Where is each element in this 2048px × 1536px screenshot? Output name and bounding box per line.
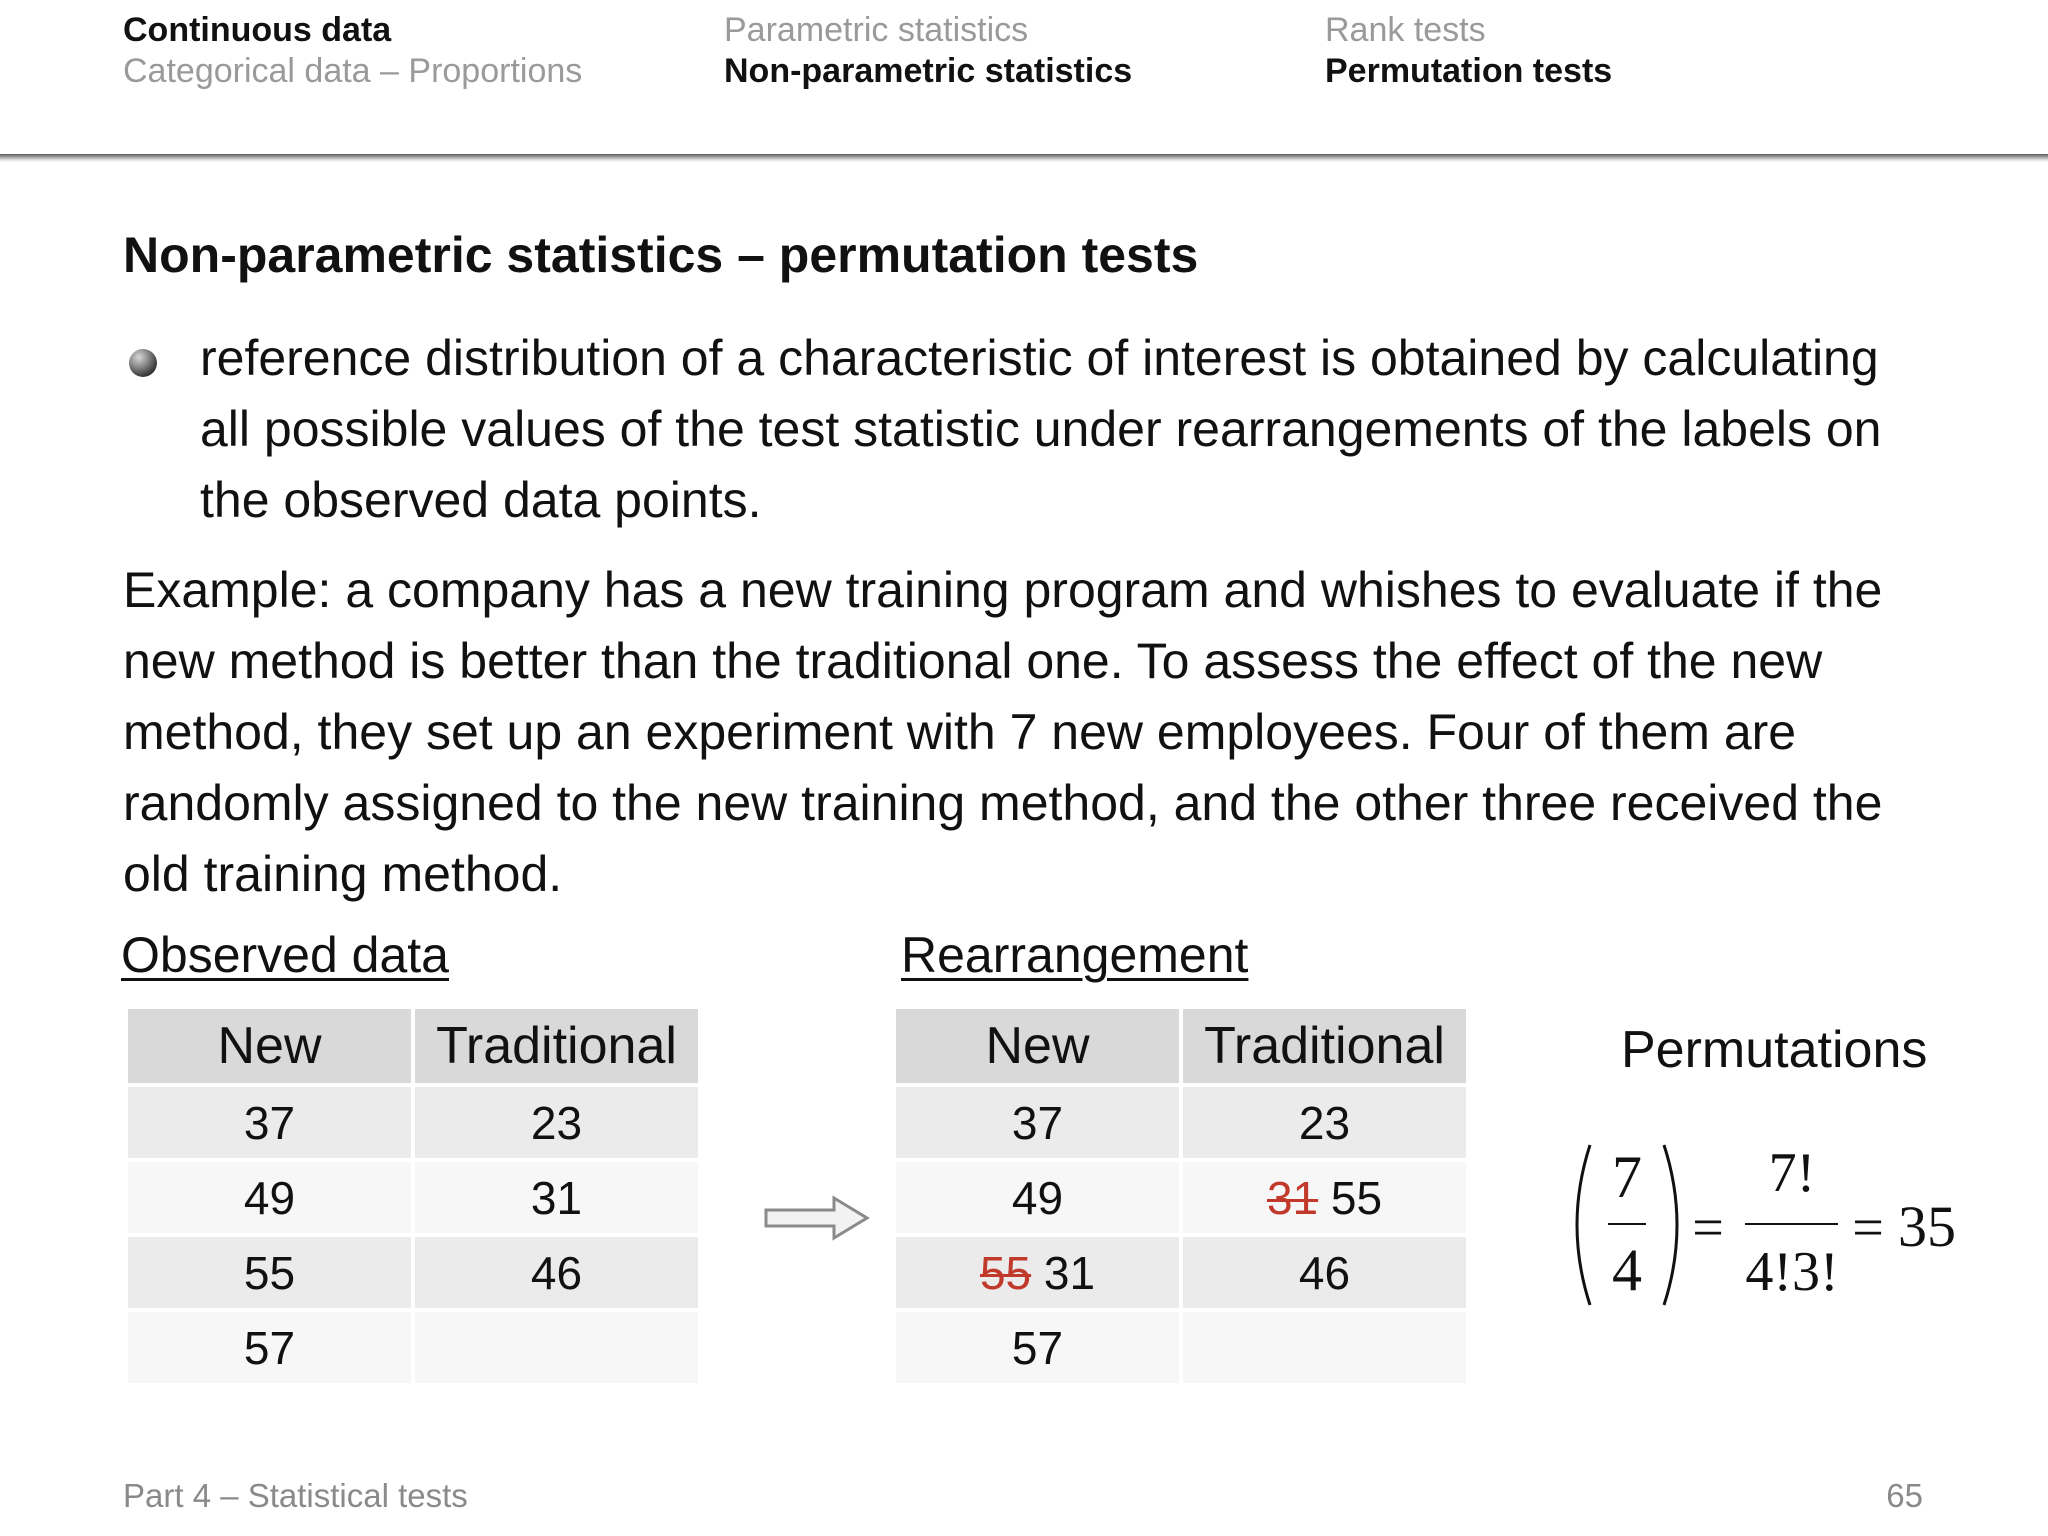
column-header-traditional: Traditional xyxy=(415,1009,698,1083)
nav-group-tests xyxy=(1325,10,1612,92)
struck-value: 55 xyxy=(979,1246,1032,1299)
left-paren xyxy=(1577,1145,1590,1305)
cell-traditional: 23 xyxy=(1183,1087,1466,1158)
cell-new: 49 xyxy=(896,1162,1179,1233)
swapped-value: 31 xyxy=(1043,1246,1096,1299)
rearrangement-label: Rearrangement xyxy=(901,927,1249,983)
equals-sign-1: = xyxy=(1692,1197,1724,1259)
bullet-icon xyxy=(129,349,157,377)
nav-item-continuous-data[interactable]: Continuous data xyxy=(123,11,392,49)
table-row xyxy=(128,1087,698,1158)
right-arrow-icon xyxy=(764,1195,870,1241)
right-paren xyxy=(1664,1145,1677,1305)
column-header-new: New xyxy=(128,1009,411,1083)
struck-value: 31 xyxy=(1266,1171,1319,1224)
nav-item-parametric[interactable]: Parametric statistics xyxy=(724,11,1029,49)
footer-section-label: Part 4 – Statistical tests xyxy=(123,1477,468,1514)
table-row xyxy=(896,1162,1466,1233)
cell-traditional xyxy=(1183,1162,1466,1233)
cell-new: 55 xyxy=(128,1237,411,1308)
nav-group-data-type xyxy=(123,10,582,92)
binom-top: 7 xyxy=(1612,1144,1642,1210)
cell-traditional: 46 xyxy=(415,1237,698,1308)
permutations-label: Permutations xyxy=(1621,1021,1928,1079)
table-row xyxy=(128,1312,698,1383)
page-number: 65 xyxy=(1886,1477,1923,1514)
example-paragraph: Example: a company has a new training program and whishes to evaluate if the new method is better than the traditional one. To assess the effect of the new method, they set up an experiment with 7 new employees. Four of them are randomly assigned to the new training method, and the other three received the old training method. xyxy=(123,562,1883,902)
fraction-denominator: 4!3! xyxy=(1745,1241,1839,1303)
cell-traditional xyxy=(1183,1312,1466,1383)
cell-new: 37 xyxy=(128,1087,411,1158)
table-row xyxy=(896,1312,1466,1383)
equals-sign-2: = xyxy=(1852,1197,1884,1259)
cell-new: 49 xyxy=(128,1162,411,1233)
table-row xyxy=(128,1237,698,1308)
cell-traditional: 31 xyxy=(415,1162,698,1233)
table-header-row xyxy=(896,1009,1466,1083)
cell-new xyxy=(896,1237,1179,1308)
table-row xyxy=(896,1237,1466,1308)
observed-data-table xyxy=(124,1005,702,1387)
cell-new: 37 xyxy=(896,1087,1179,1158)
fraction-numerator: 7! xyxy=(1768,1142,1816,1204)
header-divider xyxy=(0,154,2048,162)
table-header-row xyxy=(128,1009,698,1083)
observed-data-label: Observed data xyxy=(121,927,449,983)
rearrangement-table xyxy=(892,1005,1470,1387)
nav-item-categorical-data[interactable]: Categorical data – Proportions xyxy=(123,52,583,90)
cell-traditional: 23 xyxy=(415,1087,698,1158)
binomial-formula xyxy=(1570,1140,1970,1310)
cell-traditional xyxy=(415,1312,698,1383)
cell-traditional: 46 xyxy=(1183,1237,1466,1308)
column-header-new: New xyxy=(896,1009,1179,1083)
table-row xyxy=(128,1162,698,1233)
nav-item-rank-tests[interactable]: Rank tests xyxy=(1325,11,1486,49)
bullet-text: reference distribution of a characteristic of interest is obtained by calculating all possible values of the test statistic under rearrangements of the labels on the observed data points. xyxy=(200,330,1882,528)
swapped-value: 55 xyxy=(1330,1171,1383,1224)
binom-bottom: 4 xyxy=(1612,1237,1642,1303)
permutation-result: 35 xyxy=(1898,1194,1956,1259)
table-row xyxy=(896,1087,1466,1158)
slide-title: Non-parametric statistics – permutation tests xyxy=(123,227,1199,283)
nav-group-statistics xyxy=(724,10,1132,92)
cell-new: 57 xyxy=(128,1312,411,1383)
column-header-traditional: Traditional xyxy=(1183,1009,1466,1083)
nav-item-permutation-tests[interactable]: Permutation tests xyxy=(1325,52,1613,90)
cell-new: 57 xyxy=(896,1312,1179,1383)
nav-item-non-parametric[interactable]: Non-parametric statistics xyxy=(724,52,1133,90)
